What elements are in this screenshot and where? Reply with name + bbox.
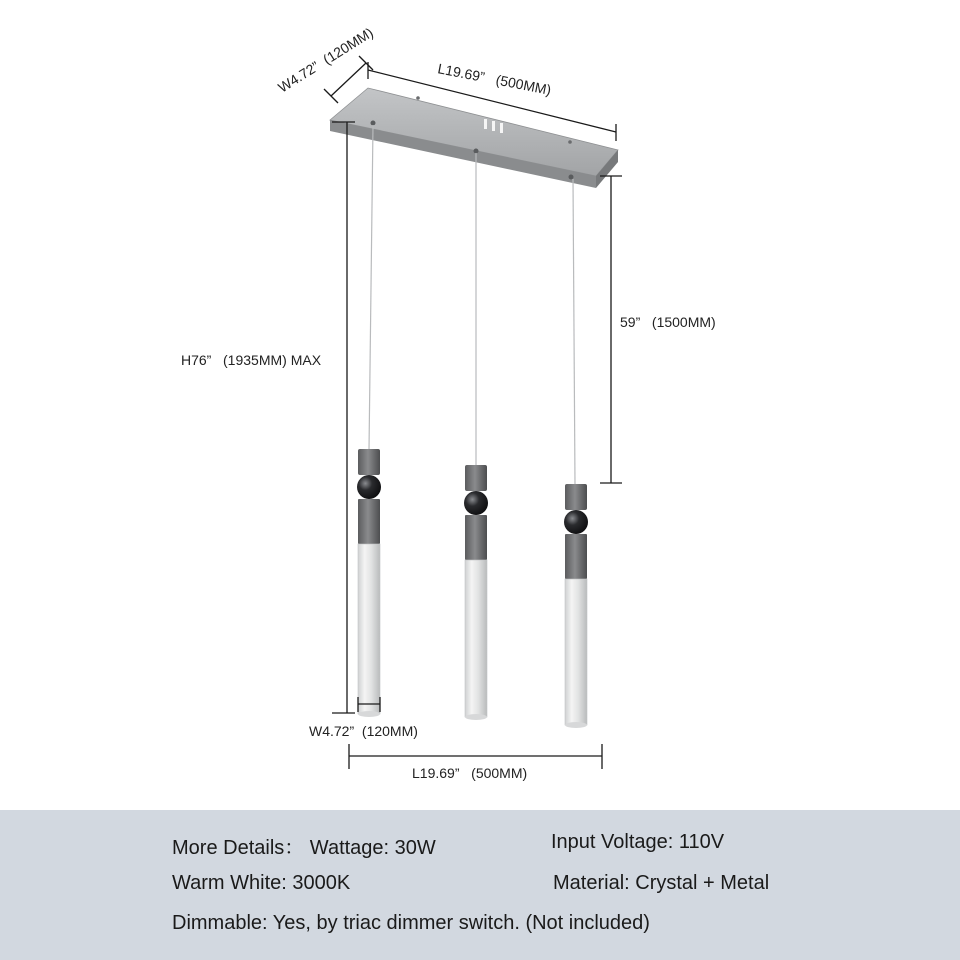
input-voltage-detail: Input Voltage: 110V [551,831,725,853]
pendant-left [357,449,381,717]
product-details-panel [0,810,960,960]
pendant-width-label: W4.72” (120MM) [309,723,418,739]
overall-length-label: L19.69” (500MM) [412,765,528,781]
canopy-length-label: L19.69” (500MM) [436,60,553,98]
suspension-cables [369,125,575,485]
dimmable-detail: Dimmable: Yes, by triac dimmer switch. (Not included) [172,912,650,934]
wattage-detail: More Details： Wattage: 30W [172,837,436,859]
material-detail: Material: Crystal + Metal [553,872,770,894]
canopy-width-label: W4.72” (120MM) [275,24,376,96]
color-temperature-detail: Warm White: 3000K [172,872,351,894]
pendant-right [564,484,588,728]
overall-height-label: H76” (1935MM) MAX [181,352,322,368]
pendant-center [464,465,488,720]
cable-length-label: 59” (1500MM) [620,314,716,330]
